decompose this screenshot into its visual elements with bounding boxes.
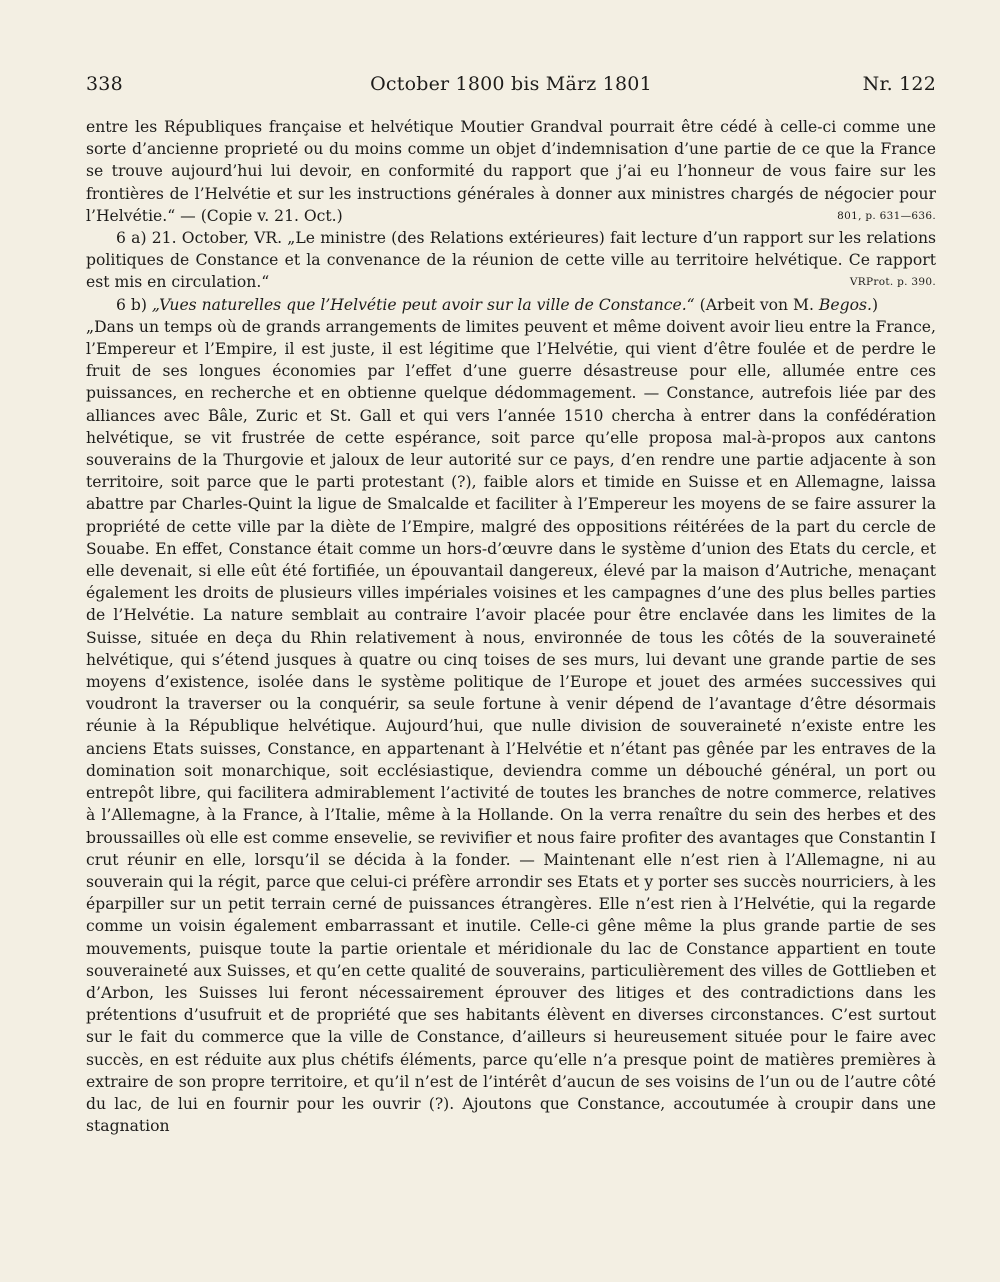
source-reference-1: 801, p. 631—636. [837,209,936,222]
paragraph-3 [86,294,936,316]
page-body [86,116,936,1137]
paragraph-1-text: entre les Républiques française et helvétique Moutier Grandval pourrait être cédé à celle-ci comme une sorte d’ancienne proprieté ou du moins comme un objet d’indemnisation d’une partie de ce que la France se trouve aujourd’hui lui devoir, en conformité du rapport que j’ai eu l’honneur de vous faire sur les frontières de l’Helvétie et sur les instructions générales à donner aux ministres chargés de négocier pour l’Helvétie.“ — (Copie v. 21. Oct.) [86,118,936,225]
paragraph-4-text: „Dans un temps où de grands arrangements de limites peuvent et même doivent avoir lieu entre la France, l’Empereur et l’Empire, il est juste, il est légitime que l’Helvétie, qui vient d’être foulée et de perdre le fruit de ses longues économies par l’effet d’une guerre désastreuse pour elle, allumée entre ces puissances, en recherche et en obtienne quelque dédommagement. — Constance, autrefois liée par des alliances avec Bâle, Zuric et St. Gall et qui vers l’année 1510 chercha à entrer dans la confédération helvétique, se vit frustrée de cette espérance, soit parce qu’elle proposa mal-à-propos aux cantons souverains de la Thurgovie et jaloux de leur autorité sur ce pays, d’en rendre une partie adjacente à son territoire, soit parce que le parti protestant (?), faible alors et timide en Suisse et en Allemagne, laissa abattre par Charles-Quint la ligue de Smalcalde et faciliter à l’Empereur les moyens de se faire assurer la propriété de cette ville par la diète de l’Empire, malgré des oppositions réitérées de la part du cercle de Souabe. En effet, Constance était comme un hors-d’œuvre dans le système d’union des Etats du cercle, et elle devenait, si elle eût été fortifiée, un épouvantail dangereux, élevé par la maison d’Autriche, menaçant également les droits de plusieurs villes impériales voisines et les campagnes d’une des plus belles parties de l’Helvétie. La nature semblait au contraire l’avoir placée pour être enclavée dans les limites de la Suisse, située en deça du Rhin relativement à nous, environnée de tous les côtés de la souveraineté helvétique, qui s’étend jusques à quatre ou cinq toises de ses murs, lui devant une grande partie de ses moyens d’existence, isolée dans le système politique de l’Europe et jouet des armées successives qui voudront la traverser ou la conquérir, sa seule fortune à venir dépend de l’avantage d’être désormais réunie à la République helvétique. Aujourd’hui, que nulle division de souveraineté n’existe entre les anciens Etats suisses, Constance, en appartenant à l’Helvétie et n’étant pas gênée par les entraves de la domination soit monarchique, soit ecclésiastique, deviendra comme un débouché général, un port ou entrepôt libre, qui facilitera admirablement l’activité de toutes les branches de notre commerce, relatives à l’Allemagne, à la France, à l’Italie, même à la Hollande. On la verra renaître du sein des herbes et des broussailles où elle est comme ensevelie, se revivifier et nous faire profiter des avantages que Constantin I crut réunir en elle, lorsqu’il se décida à la fonder. — Maintenant elle n’est rien à l’Allemagne, ni au souverain qui la régit, parce que celui-ci préfère arrondir ses Etats et y porter ses succès nourriciers, à les éparpiller sur un petit terrain cerné de puissances étrangères. Elle n’est rien à l’Helvétie, qui la regarde comme un voisin également embarrassant et inutile. Celle-ci gêne même la plus grande partie de ses mouvements, puisque toute la partie orientale et méridionale du lac de Constance appartient en toute souveraineté aux Suisses, et qu’en cette qualité de souverains, particulièrement des villes de Gottlieben et d’Arbon, les Suisses lui feront nécessairement éprouver des litiges et des contradictions dans les prétentions d’usufruit et de propriété que ses habitants élèvent en diverses circonstances. C’est surtout sur le fait du commerce que la ville de Constance, d’ailleurs si heureusement située pour le faire avec succès, en est réduite aux plus chétifs éléments, parce qu’elle n’a presque point de matières premières à extraire de son propre territoire, et qu’il n’est de l’intérêt d’aucun de ses voisins de l’un ou de l’autre côté du lac, de lui en fournir pour les ouvrir (?). Ajoutons que Constance, accoutumée à croupir dans une stagnation [86,317,936,1136]
page-number: 338 [86,73,123,95]
paragraph-4 [86,316,936,1138]
paragraph-2 [86,227,936,294]
section-label: 6 b) [116,295,147,314]
source-reference-2: VRProt. p. 390. [849,276,936,289]
document-number: Nr. 122 [862,73,936,95]
author-close: ) [871,295,879,314]
paragraph-1 [86,116,936,227]
page-header [86,73,936,99]
paragraph-2-text: 6 a) 21. October, VR. „Le ministre (des Relations extérieures) fait lecture d’un rapport sur les relations politiques de Constance et la convenance de la réunion de cette ville au territoire helvétique. Ce rapport est mis en circulation.“ [86,229,936,292]
running-title: October 1800 bis März 1801 [370,73,652,95]
section-title: „Vues naturelles que l’Helvétie peut avoir sur la ville de Constance.“ [151,295,695,314]
author-open: (Arbeit von M. [699,295,814,314]
author-name: Begos. [818,295,872,314]
